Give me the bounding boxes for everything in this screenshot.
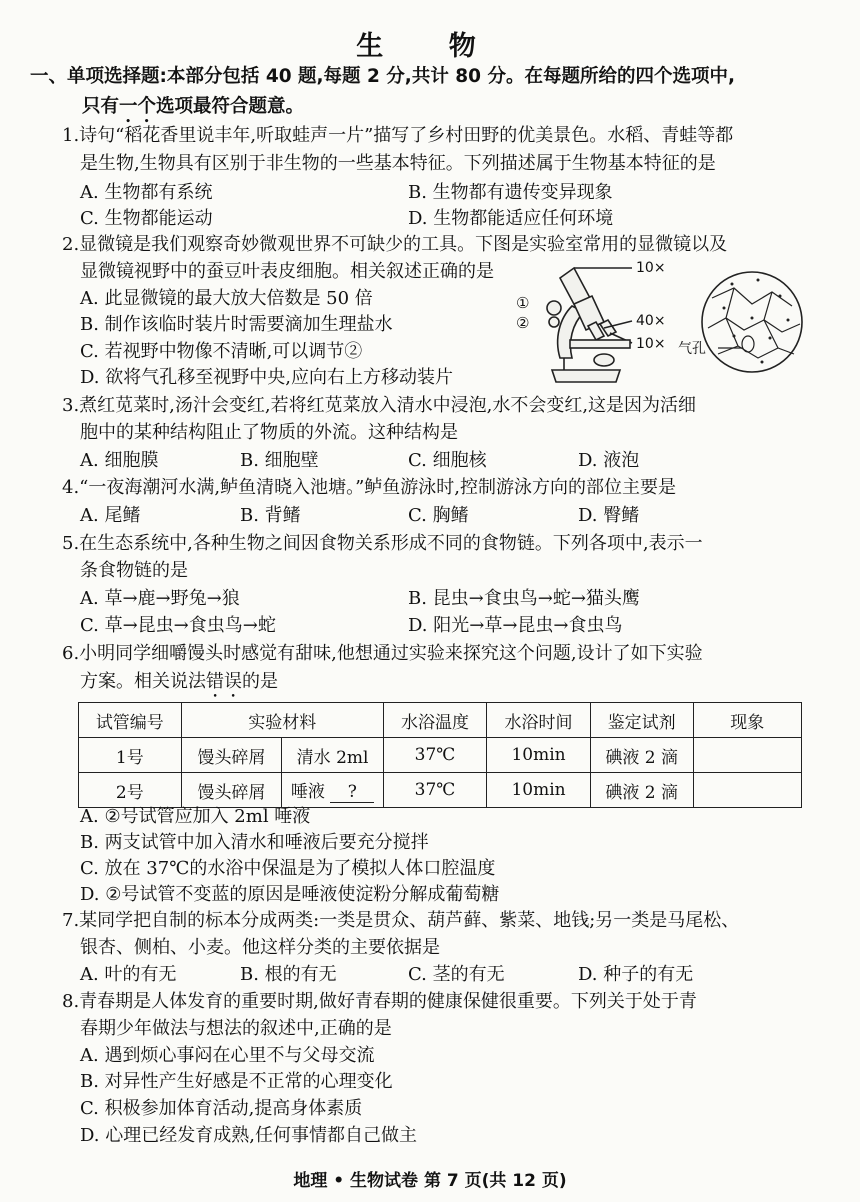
table-cell: 馒头碎屑 (181, 773, 282, 808)
question-2-option-d[interactable]: D. 欲将气孔移至视野中央,应向右上方移动装片 (80, 367, 453, 388)
table-cell: 10min (487, 738, 591, 773)
question-7-option-a[interactable]: A. 叶的有无 (80, 964, 177, 985)
label-objective-low: 10× (636, 336, 666, 352)
question-2-line-2: 显微镜视野中的蚕豆叶表皮细胞。相关叙述正确的是 (80, 261, 494, 282)
question-3-line-2: 胞中的某种结构阻止了物质的外流。这种结构是 (80, 422, 458, 443)
label-mark-2: ② (516, 314, 530, 332)
question-2-line-1: 2.显微镜是我们观察奇妙微观世界不可缺少的工具。下图是实验室常用的显微镜以及 (62, 234, 728, 255)
question-2-option-c[interactable]: C. 若视野中物像不清晰,可以调节② (80, 341, 363, 362)
label-stoma: 气孔 (678, 341, 706, 357)
question-8-option-c[interactable]: C. 积极参加体育活动,提高身体素质 (80, 1098, 363, 1119)
mirror-shape (594, 354, 614, 366)
fine-knob-shape (549, 317, 559, 327)
question-6-line-2: 方案。相关说法错误的是 (80, 671, 278, 692)
question-3-line-1: 3.煮红苋菜时,汤汁会变红,若将红苋菜放入清水中浸泡,水不会变红,这是因为活细 (62, 395, 697, 416)
question-6-line-1: 6.小明同学细嚼馒头时感觉有甜味,他想通过实验来探究这个问题,设计了如下实验 (62, 643, 703, 664)
question-4-line-1: 4.“一夜海潮河水满,鲈鱼清晓入池塘。”鲈鱼游泳时,控制游泳方向的部位主要是 (62, 477, 677, 498)
emphasis-dotted: 一个 (119, 96, 157, 117)
section-line-1: 一、单项选择题:本部分包括 40 题,每题 2 分,共计 80 分。在每题所给的四个选项中, (30, 66, 735, 87)
page-footer: 地理 • 生物试卷 第 7 页(共 12 页) (293, 1171, 567, 1191)
question-5-line-2: 条食物链的是 (80, 560, 188, 581)
question-4-option-c[interactable]: C. 胸鳍 (408, 505, 469, 526)
microscope-figure (512, 258, 812, 390)
field-of-view-shape (702, 272, 802, 372)
question-5-option-c[interactable]: C. 草→昆虫→食虫鸟→蛇 (80, 615, 276, 636)
question-4-option-d[interactable]: D. 臀鳍 (578, 505, 640, 526)
table-header-cell: 水浴时间 (487, 703, 591, 738)
question-7-line-1: 7.某同学把自制的标本分成两类:一类是贯众、葫芦藓、紫菜、地钱;另一类是马尾松、 (62, 910, 740, 931)
microscope-base-shape (552, 370, 620, 382)
table-cell (693, 738, 802, 773)
question-3-option-d[interactable]: D. 液泡 (578, 450, 640, 471)
label-mark-1: ① (516, 294, 530, 312)
question-7-line-2: 银杏、侧柏、小麦。他这样分类的主要依据是 (80, 937, 440, 958)
label-objective-high: 40× (636, 313, 666, 329)
table-cell: 10min (487, 773, 591, 808)
experiment-table (78, 702, 802, 808)
question-7-option-d[interactable]: D. 种子的有无 (578, 964, 694, 985)
blank-field: ? (330, 782, 374, 803)
question-3-option-b[interactable]: B. 细胞壁 (240, 450, 319, 471)
table-header-row (79, 703, 802, 738)
table-header-cell: 水浴温度 (383, 703, 486, 738)
question-8-option-a[interactable]: A. 遇到烦心事闷在心里不与父母交流 (80, 1045, 375, 1066)
question-4-option-b[interactable]: B. 背鳍 (240, 505, 301, 526)
question-6-option-d[interactable]: D. ②号试管不变蓝的原因是唾液使淀粉分解成葡萄糖 (80, 884, 500, 905)
label-eyepiece: 10× (636, 260, 666, 276)
question-8-option-b[interactable]: B. 对异性产生好感是不正常的心理变化 (80, 1071, 393, 1092)
section-instructions (30, 62, 830, 127)
table-header-cell: 鉴定试剂 (590, 703, 693, 738)
question-3-option-c[interactable]: C. 细胞核 (408, 450, 487, 471)
question-1-option-d[interactable]: D. 生物都能适应任何环境 (408, 208, 614, 229)
question-1-option-c[interactable]: C. 生物都能运动 (80, 208, 213, 229)
question-1-line-2: 是生物,生物具有区别于非生物的一些基本特征。下列描述属于生物基本特征的是 (80, 153, 716, 174)
stage-shape (570, 340, 630, 348)
question-8-line-1: 8.青春期是人体发育的重要时期,做好青春期的健康保健很重要。下列关于处于青 (62, 991, 697, 1012)
question-8-line-2: 春期少年做法与想法的叙述中,正确的是 (80, 1018, 392, 1039)
coarse-knob-shape (547, 301, 561, 315)
page-title: 生 物 (356, 31, 504, 62)
table-cell: 唾液 ? (282, 773, 384, 808)
table-row (79, 738, 802, 773)
question-4-option-a[interactable]: A. 尾鳍 (80, 505, 141, 526)
table-row (79, 773, 802, 808)
table-cell: 37℃ (383, 738, 486, 773)
question-6-option-c[interactable]: C. 放在 37℃的水浴中保温是为了模拟人体口腔温度 (80, 858, 496, 879)
table-cell: 清水 2ml (282, 738, 384, 773)
table-header-cell: 实验材料 (181, 703, 383, 738)
table-cell: 37℃ (383, 773, 486, 808)
table-header-cell: 试管编号 (79, 703, 182, 738)
table-cell: 碘液 2 滴 (590, 738, 693, 773)
table-header-cell: 现象 (693, 703, 802, 738)
table-cell: 碘液 2 滴 (590, 773, 693, 808)
question-5-line-1: 5.在生态系统中,各种生物之间因食物关系形成不同的食物链。下列各项中,表示一 (62, 533, 703, 554)
table-cell: 1号 (79, 738, 182, 773)
question-1-option-a[interactable]: A. 生物都有系统 (80, 182, 213, 203)
table-cell: 2号 (79, 773, 182, 808)
question-3-option-a[interactable]: A. 细胞膜 (80, 450, 159, 471)
question-6-option-a[interactable]: A. ②号试管应加入 2ml 唾液 (80, 806, 311, 827)
question-1-line-1: 1.诗句“稻花香里说丰年,听取蛙声一片”描写了乡村田野的优美景色。水稻、青蛙等都 (62, 125, 734, 146)
table-cell (693, 773, 802, 808)
emphasis-dotted: 错误 (206, 671, 242, 692)
question-8-option-d[interactable]: D. 心理已经发育成熟,任何事情都自己做主 (80, 1125, 417, 1146)
question-5-option-a[interactable]: A. 草→鹿→野兔→狼 (80, 588, 240, 609)
section-line-2: 只有一个选项最符合题意。 (82, 96, 305, 117)
question-7-option-b[interactable]: B. 根的有无 (240, 964, 337, 985)
question-5-option-b[interactable]: B. 昆虫→食虫鸟→蛇→猫头鹰 (408, 588, 640, 609)
question-1-option-b[interactable]: B. 生物都有遗传变异现象 (408, 182, 613, 203)
question-2-option-b[interactable]: B. 制作该临时装片时需要滴加生理盐水 (80, 314, 393, 335)
table-cell: 馒头碎屑 (181, 738, 282, 773)
question-7-option-c[interactable]: C. 茎的有无 (408, 964, 505, 985)
question-5-option-d[interactable]: D. 阳光→草→昆虫→食虫鸟 (408, 615, 623, 636)
question-2-option-a[interactable]: A. 此显微镜的最大放大倍数是 50 倍 (80, 288, 373, 309)
question-6-option-b[interactable]: B. 两支试管中加入清水和唾液后要充分搅拌 (80, 832, 429, 853)
